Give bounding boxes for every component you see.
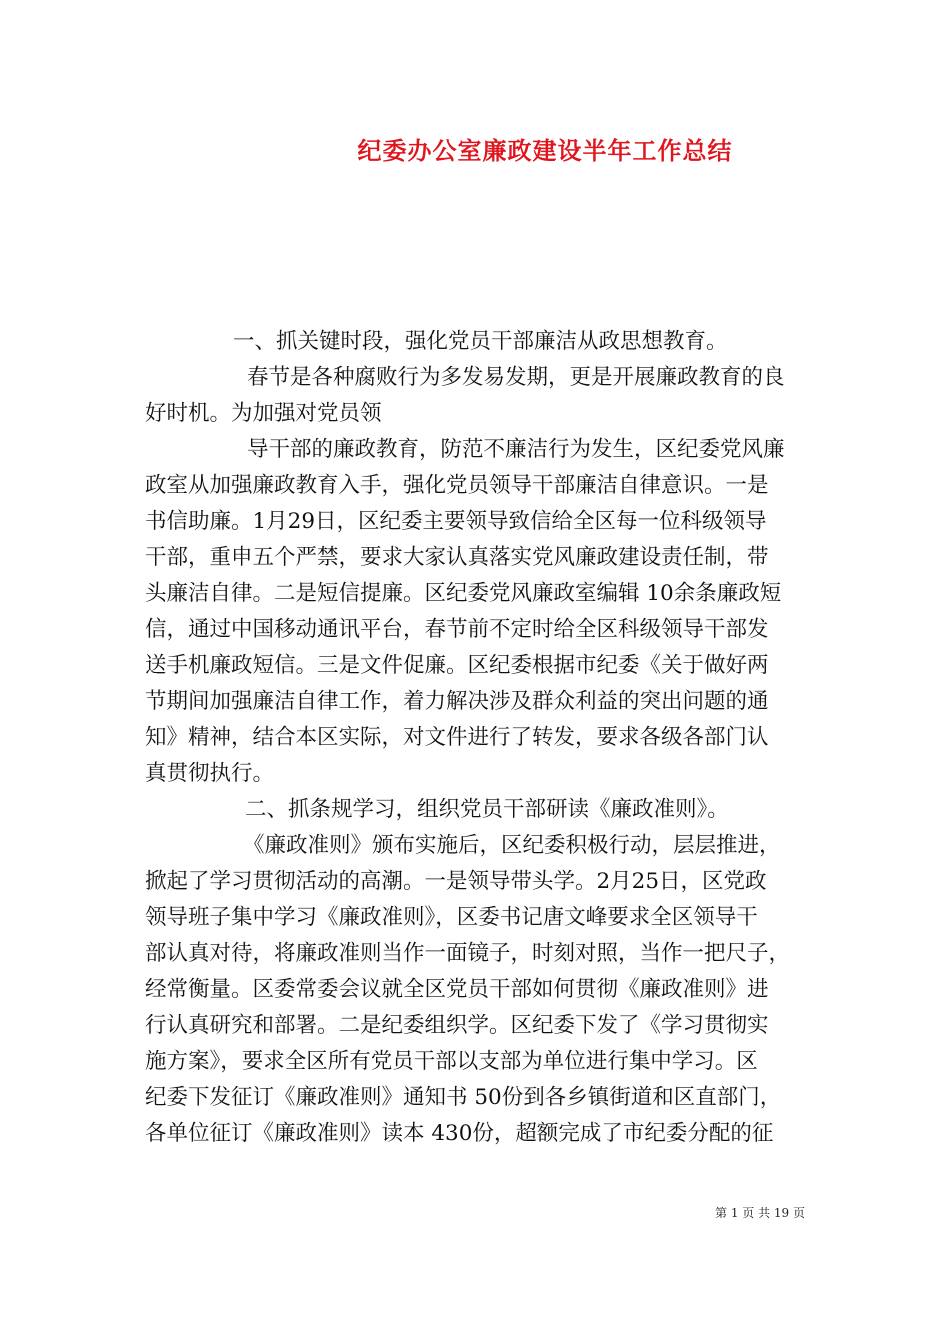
paragraph-line: 政室从加强廉政教育入手，强化党员领导干部廉洁自律意识。一是 <box>145 473 769 498</box>
paragraph-line: 各单位征订《廉政准则》读本 430份，超额完成了市纪委分配的征 <box>145 1121 774 1146</box>
paragraph-line: 纪委下发征订《廉政准则》通知书 50份到各乡镇街道和区直部门， <box>145 1085 782 1110</box>
paragraph-line: 知》精神，结合本区实际，对文件进行了转发，要求各级各部门认 <box>145 725 769 750</box>
paragraph-line: 好时机。为加强对党员领 <box>145 401 382 426</box>
section-heading-1: 一、抓关键时段，强化党员干部廉洁从政思想教育。 <box>233 329 728 354</box>
paragraph-line: 干部，重申五个严禁，要求大家认真落实党风廉政建设责任制，带 <box>145 545 769 570</box>
paragraph-line: 春节是各种腐败行为多发易发期，更是开展廉政教育的良 <box>247 365 785 390</box>
paragraph-line: 施方案》，要求全区所有党员干部以支部为单位进行集中学习。区 <box>145 1049 758 1074</box>
paragraph-line: 《廉政准则》颁布实施后，区纪委积极行动，层层推进， <box>243 833 781 858</box>
paragraph-line: 行认真研究和部署。二是纪委组织学。区纪委下发了《学习贯彻实 <box>145 1013 769 1038</box>
paragraph-line: 送手机廉政短信。三是文件促廉。区纪委根据市纪委《关于做好两 <box>145 653 769 678</box>
section-heading-2: 二、抓条规学习，组织党员干部研读《廉政准则》。 <box>245 797 729 822</box>
document-title: 纪委办公室廉政建设半年工作总结 <box>357 136 733 165</box>
paragraph-line: 书信助廉。1月29日，区纪委主要领导致信给全区每一位科级领导 <box>145 509 767 534</box>
paragraph-line: 掀起了学习贯彻活动的高潮。一是领导带头学。2月25日，区党政 <box>145 869 767 894</box>
paragraph-line: 导干部的廉政教育，防范不廉洁行为发生，区纪委党风廉 <box>247 437 785 462</box>
page-number: 第 1 页 共 19 页 <box>715 1206 805 1220</box>
paragraph-line: 头廉洁自律。二是短信提廉。区纪委党风廉政室编辑 10余条廉政短 <box>145 581 782 606</box>
paragraph-line: 信，通过中国移动通讯平台，春节前不定时给全区科级领导干部发 <box>145 617 769 642</box>
paragraph-line: 部认真对待，将廉政准则当作一面镜子，时刻对照，当作一把尺子， <box>145 941 791 966</box>
paragraph-line: 节期间加强廉洁自律工作，着力解决涉及群众利益的突出问题的通 <box>145 689 769 714</box>
paragraph-line: 经常衡量。区委常委会议就全区党员干部如何贯彻《廉政准则》进 <box>145 977 769 1002</box>
paragraph-line: 领导班子集中学习《廉政准则》，区委书记唐文峰要求全区领导干 <box>145 905 758 930</box>
paragraph-line: 真贯彻执行。 <box>145 761 275 786</box>
